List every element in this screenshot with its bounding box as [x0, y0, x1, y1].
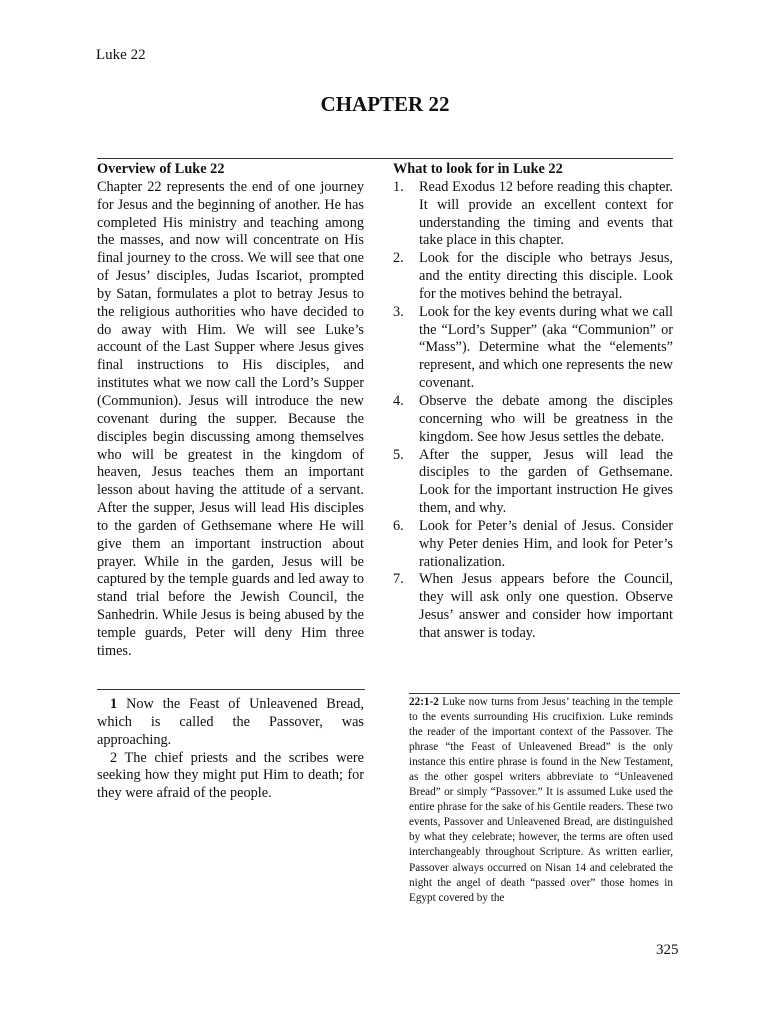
item-number: 3. — [393, 303, 404, 320]
look-for-item — [393, 393, 673, 447]
item-text: Read Exodus 12 before reading this chapter. It will provide an excellent context for understanding the timing and events that take place in this chapter. — [419, 178, 673, 249]
item-text: Look for Peter’s denial of Jesus. Consider why Peter denies Him, and look for Peter’s rationalization. — [419, 517, 673, 570]
look-for-item — [393, 571, 673, 642]
commentary-text: Luke now turns from Jesus’ teaching in the temple to the events surrounding His crucifixion. Luke reminds the reader of the important context of the Passover. The phrase “the Feast of Unleavened Bread” is the only instance this entire phrase is found in the New Testament, as the other gospel writers abbreviate to “Unleavened Bread” or simply “Passover.” It is assumed Luke used the entire phrase for the sake of his Gentile readers. These two events, Passover and Unleavened Bread, are distinguished by what they celebrate; however, the terms are often used interchangeably throughout Scripture. As written earlier, Passover always occurred on Nisan 14 and celebrated the night the angel of death “passed over” those homes in Egypt covered by the — [409, 696, 673, 904]
left-section-rule — [97, 689, 365, 690]
item-number: 2. — [393, 250, 404, 267]
overview-section — [97, 161, 364, 661]
overview-heading: Overview of Luke 22 — [97, 161, 225, 177]
look-for-item — [393, 250, 673, 304]
item-text: Look for the key events during what we call the “Lord’s Supper” (aka “Communion” or “Mass”). Determine what the “elements” represent, and which one represents the new covenant. — [419, 303, 673, 392]
item-number: 7. — [393, 571, 404, 588]
item-number: 6. — [393, 517, 404, 534]
verse-number: 1 — [110, 696, 118, 712]
commentary-reference: 22:1-2 — [409, 696, 439, 708]
overview-body: Chapter 22 represents the end of one journey for Jesus and the beginning of another. He has completed His ministry and teaching among the masses, and now will concentrate on His final journey to the cross. We will see that one of Jesus’ disciples, Judas Iscariot, prompted by Satan, formulates a plot to betray Jesus to the religious authorities who have decided to do away with Him. We will see Luke’s account of the Last Supper where Jesus gives final instructions to His disciples, and institutes what we now call the Lord’s Supper (Communion). Jesus will introduce the new covenant during the supper. Because the disciples begin discussing among themselves who will be greatest in the kingdom of heaven, Jesus teaches them an important lesson about having the attitude of a servant. After the supper, Jesus will lead His disciples to the garden of Gethsemane where He will give them an important instruction about prayer. While in the garden, Jesus will be captured by the temple guards and led away to stand trial before the Jewish Council, the Sanhedrin. While Jesus is being abused by the temple guards, Peter will deny Him three times. — [97, 178, 364, 659]
page-number: 325 — [656, 942, 679, 958]
commentary — [409, 695, 673, 906]
chapter-title: CHAPTER 22 — [320, 92, 450, 116]
item-number: 5. — [393, 446, 404, 463]
verse-number: 2 — [110, 749, 118, 766]
running-head: Luke 22 — [96, 47, 146, 63]
item-text: Look for the disciple who betrays Jesus, and the entity directing this disciple. Look for the motives behind the betrayal. — [419, 250, 673, 302]
verse-text: Now the Feast of Unleavened Bread, which is called the Passover, was approaching. — [97, 696, 364, 748]
right-section-rule — [409, 693, 680, 694]
verse — [97, 750, 364, 804]
item-text: After the supper, Jesus will lead the disciples to the garden of Gethsemane. Look for the important instruction He gives them, and why. — [419, 446, 673, 517]
look-for-item — [393, 518, 673, 572]
scripture-text — [97, 696, 364, 803]
look-for-item — [393, 179, 673, 250]
item-text: When Jesus appears before the Council, they will ask only one question. Observe Jesus’ answer and consider how important that answer is today. — [419, 571, 673, 641]
look-for-item — [393, 304, 673, 393]
item-text: Observe the debate among the disciples concerning who will be greatness in the kingdom. See how Jesus settles the debate. — [419, 392, 673, 445]
look-for-section — [393, 161, 673, 643]
top-rule — [97, 158, 673, 159]
look-for-list — [393, 179, 673, 643]
verse — [97, 696, 364, 750]
item-number: 1. — [393, 178, 404, 195]
look-for-item — [393, 447, 673, 518]
verse-text: The chief priests and the scribes were seeking how they might put Him to death; for they were afraid of the people. — [97, 749, 364, 802]
look-for-heading: What to look for in Luke 22 — [393, 161, 563, 177]
item-number: 4. — [393, 392, 404, 409]
